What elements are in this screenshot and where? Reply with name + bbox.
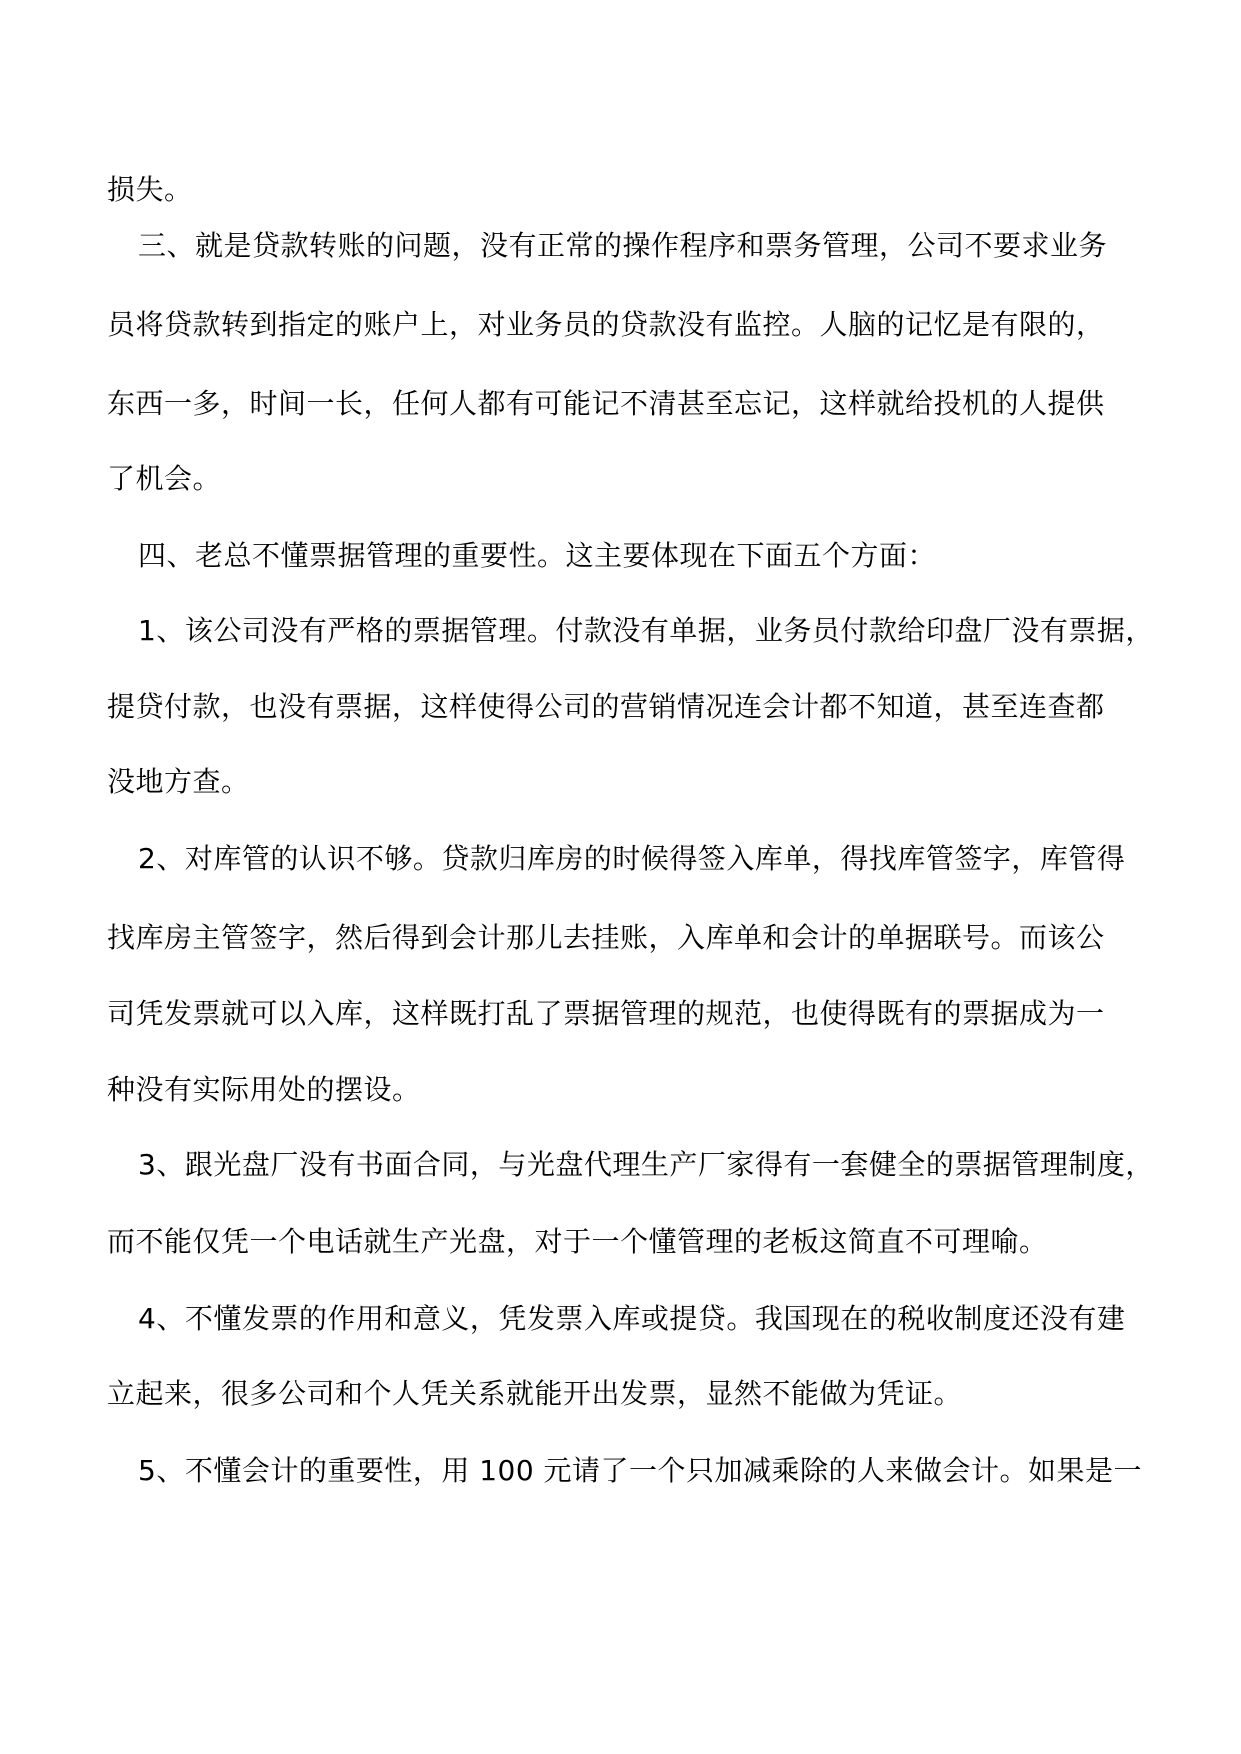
- text-line: 司凭发票就可以入库，这样既打乱了票据管理的规范，也使得既有的票据成为一: [107, 997, 1105, 1030]
- text-line: 没地方查。: [107, 765, 250, 798]
- text-line: 种没有实际用处的摆设。: [107, 1073, 421, 1106]
- text-line: 四、老总不懂票据管理的重要性。这主要体现在下面五个方面：: [138, 539, 937, 572]
- text-line: 三、就是贷款转账的问题，没有正常的操作程序和票务管理，公司不要求业务: [138, 229, 1108, 262]
- text-line: 找库房主管签字，然后得到会计那儿去挂账，入库单和会计的单据联号。而该公: [107, 921, 1105, 954]
- text-line: 5、不懂会计的重要性，用 100 元请了一个只加减乘除的人来做会计。如果是一: [138, 1454, 1143, 1487]
- text-line: 1、该公司没有严格的票据管理。付款没有单据，业务员付款给印盘厂没有票据，: [138, 614, 1154, 647]
- text-line: 立起来，很多公司和个人凭关系就能开出发票，显然不能做为凭证。: [107, 1377, 963, 1410]
- text-line: 4、不懂发票的作用和意义，凭发票入库或提贷。我国现在的税收制度还没有建: [138, 1302, 1126, 1335]
- text-line: 3、跟光盘厂没有书面合同，与光盘代理生产厂家得有一套健全的票据管理制度，: [138, 1148, 1154, 1181]
- text-line: 东西一多，时间一长，任何人都有可能记不清甚至忘记，这样就给投机的人提供: [107, 387, 1105, 420]
- text-line: 了机会。: [107, 462, 222, 495]
- text-line: 2、对库管的认识不够。贷款归库房的时候得签入库单，得找库管签字，库管得: [138, 842, 1126, 875]
- text-line: 损失。: [107, 173, 193, 206]
- text-line: 员将贷款转到指定的账户上，对业务员的贷款没有监控。人脑的记忆是有限的，: [107, 308, 1105, 341]
- text-line: 而不能仅凭一个电话就生产光盘，对于一个懂管理的老板这简直不可理喻。: [107, 1225, 1048, 1258]
- text-line: 提贷付款，也没有票据，这样使得公司的营销情况连会计都不知道，甚至连查都: [107, 690, 1105, 723]
